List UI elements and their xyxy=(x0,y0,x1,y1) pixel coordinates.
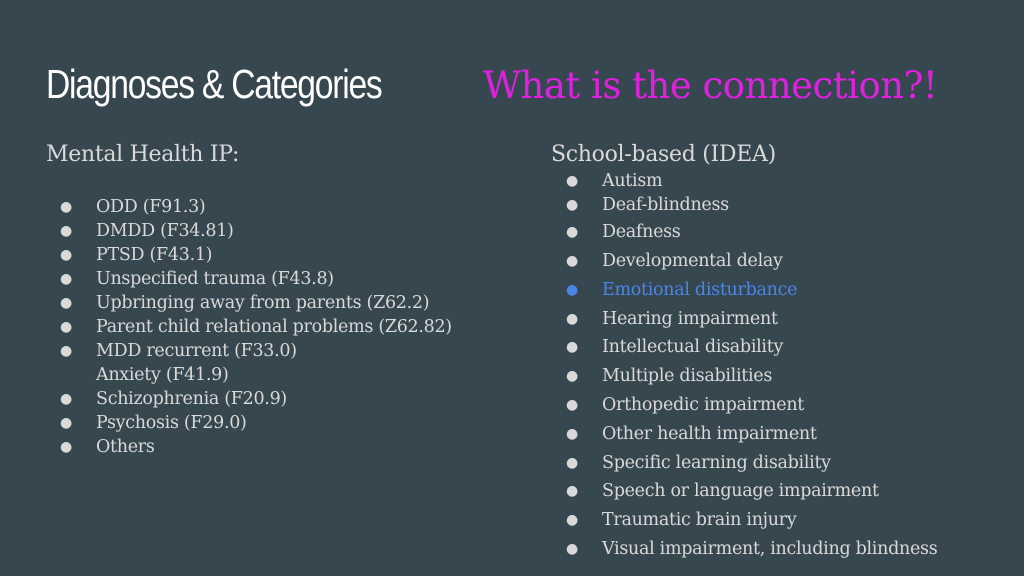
idea-category-item xyxy=(566,450,831,476)
idea-category-item xyxy=(566,392,804,418)
bullet-icon: ● xyxy=(60,247,72,263)
bullet-icon: ● xyxy=(566,173,578,189)
idea-category-item-text: Deafness xyxy=(602,222,681,242)
idea-category-item-text: Multiple disabilities xyxy=(602,366,773,386)
diagnosis-item-text: Others xyxy=(96,437,155,457)
diagnosis-item-text: MDD recurrent (F33.0) xyxy=(96,341,297,361)
bullet-icon: ● xyxy=(566,397,578,413)
idea-category-item xyxy=(566,277,797,303)
idea-category-item-text: Other health impairment xyxy=(602,424,817,444)
idea-category-item-text: Traumatic brain injury xyxy=(602,510,797,530)
diagnosis-item xyxy=(60,291,452,315)
bullet-icon: ● xyxy=(60,223,72,239)
diagnosis-item-text: Unspecified trauma (F43.8) xyxy=(96,269,334,289)
diagnosis-item xyxy=(60,411,452,435)
mental-health-heading: Mental Health IP: xyxy=(46,142,240,167)
diagnosis-item-text: Parent child relational problems (Z62.82) xyxy=(96,317,452,337)
idea-category-item-text: Autism xyxy=(602,171,663,191)
diagnosis-item xyxy=(60,363,452,387)
diagnosis-item xyxy=(60,195,452,219)
diagnosis-item xyxy=(60,243,452,267)
bullet-icon: ● xyxy=(60,319,72,335)
mental-health-diagnoses-list xyxy=(60,195,452,459)
bullet-icon: ● xyxy=(566,426,578,442)
bullet-icon: ● xyxy=(566,282,578,298)
idea-category-item xyxy=(566,219,681,245)
bullet-icon: ● xyxy=(60,295,72,311)
idea-category-item-text: Deaf-blindness xyxy=(602,195,729,215)
diagnosis-item-text: Upbringing away from parents (Z62.2) xyxy=(96,293,430,313)
bullet-icon: ● xyxy=(60,439,72,455)
diagnosis-item xyxy=(60,219,452,243)
bullet-icon: ● xyxy=(566,455,578,471)
idea-category-item-text: Intellectual disability xyxy=(602,337,784,357)
idea-category-item-text: Specific learning disability xyxy=(602,453,831,473)
school-based-heading: School-based (IDEA) xyxy=(551,142,776,167)
bullet-icon: ● xyxy=(60,271,72,287)
bullet-icon: ● xyxy=(566,339,578,355)
bullet-icon: ● xyxy=(566,197,578,213)
idea-category-item xyxy=(566,478,879,504)
bullet-icon: ● xyxy=(60,415,72,431)
idea-category-item xyxy=(566,507,796,533)
idea-category-item-text: Orthopedic impairment xyxy=(602,395,805,415)
diagnosis-item-text: PTSD (F43.1) xyxy=(96,245,213,265)
diagnosis-item-text: DMDD (F34.81) xyxy=(96,221,234,241)
bullet-icon: ● xyxy=(60,199,72,215)
bullet-icon: ● xyxy=(566,311,578,327)
bullet-icon: ● xyxy=(566,253,578,269)
slide-title: Diagnoses & Categories xyxy=(46,61,382,107)
idea-category-item xyxy=(566,192,729,218)
bullet-icon: ● xyxy=(60,343,72,359)
idea-category-item-text: Speech or language impairment xyxy=(602,481,879,501)
diagnosis-item-text: Schizophrenia (F20.9) xyxy=(96,389,287,409)
bullet-icon: ● xyxy=(60,391,72,407)
bullet-icon: ● xyxy=(566,483,578,499)
diagnosis-item-text: Psychosis (F29.0) xyxy=(96,413,247,433)
diagnosis-item-text: Anxiety (F41.9) xyxy=(96,365,229,385)
idea-category-item xyxy=(566,306,778,332)
diagnosis-item xyxy=(60,267,452,291)
idea-category-item xyxy=(566,334,783,360)
bullet-icon: ● xyxy=(566,224,578,240)
diagnosis-item xyxy=(60,387,452,411)
diagnosis-item-text: ODD (F91.3) xyxy=(96,197,206,217)
bullet-icon: ● xyxy=(566,541,578,557)
idea-category-item xyxy=(566,363,772,389)
idea-category-item-text: Emotional disturbance xyxy=(602,280,798,300)
bullet-icon: ● xyxy=(566,368,578,384)
slide-subtitle: What is the connection?! xyxy=(483,64,938,107)
idea-category-item xyxy=(566,168,662,194)
diagnosis-item xyxy=(60,435,452,459)
bullet-icon: ● xyxy=(566,512,578,528)
idea-category-item-text: Visual impairment, including blindness xyxy=(602,539,938,559)
idea-category-item-text: Developmental delay xyxy=(602,251,783,271)
idea-category-item xyxy=(566,421,817,447)
diagnosis-item xyxy=(60,339,452,363)
idea-category-item-text: Hearing impairment xyxy=(602,309,778,329)
idea-category-item xyxy=(566,248,783,274)
idea-category-item xyxy=(566,536,937,562)
diagnosis-item xyxy=(60,315,452,339)
